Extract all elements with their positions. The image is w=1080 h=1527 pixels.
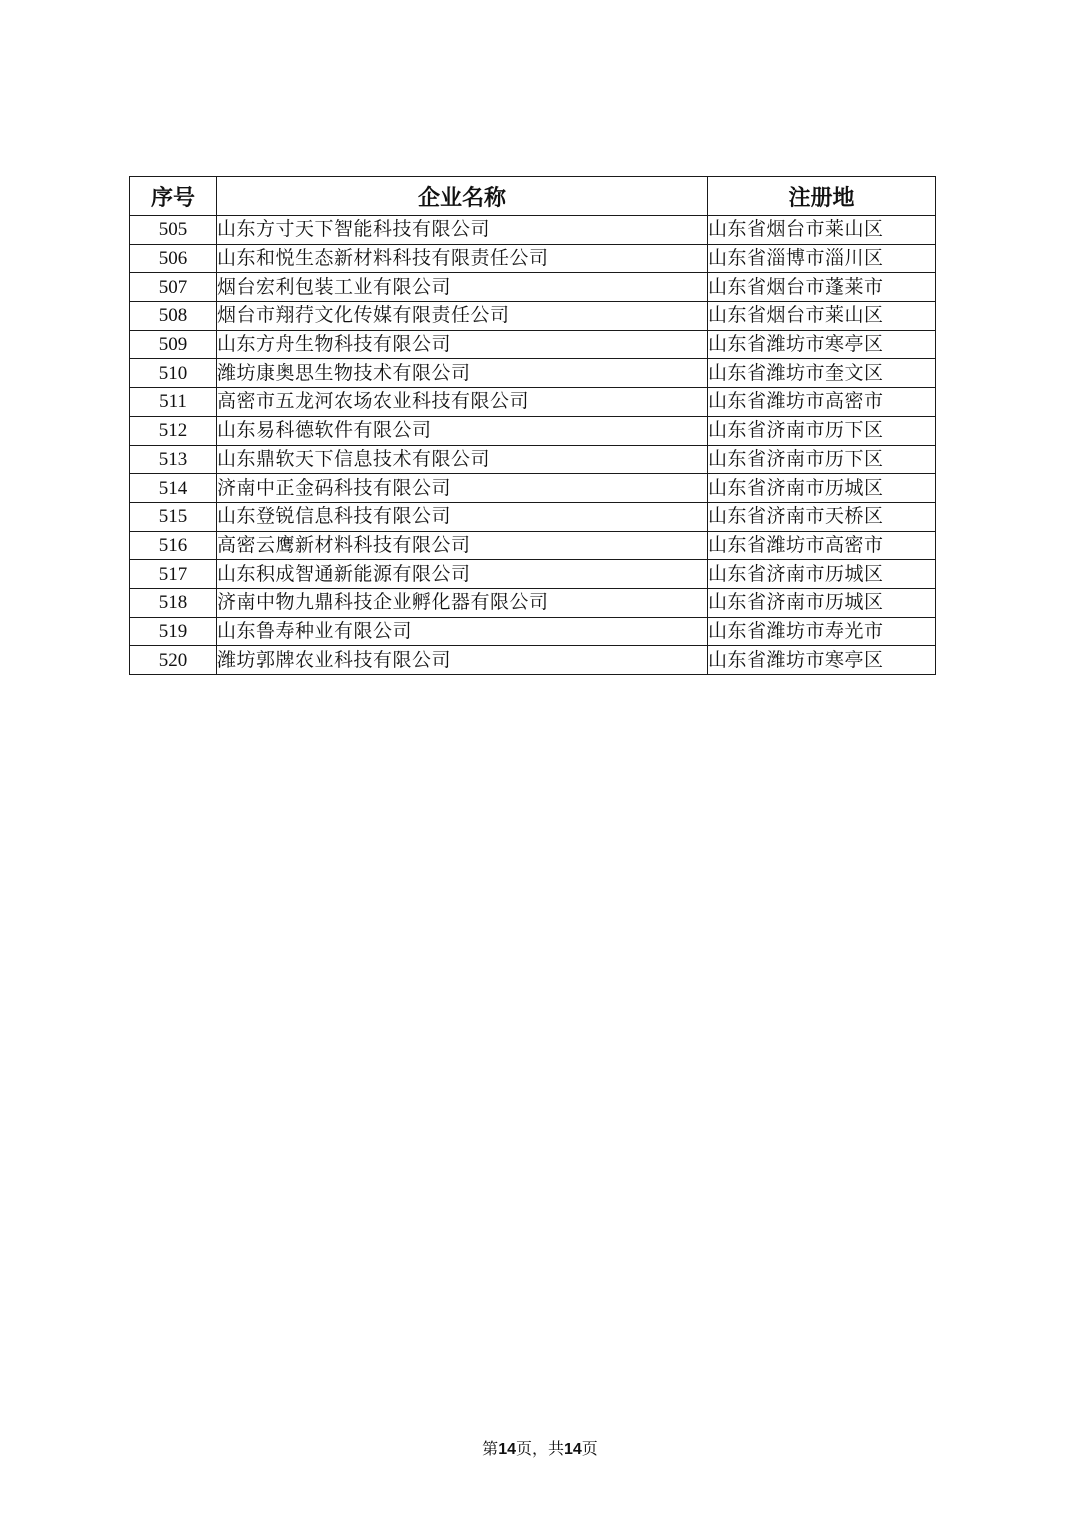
row-company-name: 济南中物九鼎科技企业孵化器有限公司	[217, 588, 708, 617]
table-row	[130, 474, 936, 503]
row-number: 507	[130, 273, 217, 302]
row-registered-location: 山东省潍坊市寒亭区	[708, 646, 936, 675]
row-number: 511	[130, 388, 217, 417]
table-row	[130, 244, 936, 273]
row-number: 515	[130, 502, 217, 531]
table-row	[130, 646, 936, 675]
row-registered-location: 山东省济南市历城区	[708, 588, 936, 617]
page-footer	[0, 1436, 1080, 1459]
row-registered-location: 山东省烟台市莱山区	[708, 302, 936, 331]
row-number: 509	[130, 330, 217, 359]
row-company-name: 山东鼎软天下信息技术有限公司	[217, 445, 708, 474]
table-row	[130, 216, 936, 245]
row-company-name: 山东积成智通新能源有限公司	[217, 560, 708, 589]
header-company-name: 企业名称	[217, 177, 708, 216]
table-row	[130, 273, 936, 302]
enterprise-table	[129, 176, 936, 675]
row-registered-location: 山东省烟台市莱山区	[708, 216, 936, 245]
footer-total-pages: 14	[564, 1441, 582, 1458]
row-number: 510	[130, 359, 217, 388]
row-registered-location: 山东省潍坊市寿光市	[708, 617, 936, 646]
row-company-name: 山东登锐信息科技有限公司	[217, 502, 708, 531]
table-row	[130, 560, 936, 589]
row-number: 520	[130, 646, 217, 675]
header-registered-location: 注册地	[708, 177, 936, 216]
row-registered-location: 山东省淄博市淄川区	[708, 244, 936, 273]
row-registered-location: 山东省潍坊市高密市	[708, 531, 936, 560]
row-number: 513	[130, 445, 217, 474]
row-company-name: 山东易科德软件有限公司	[217, 416, 708, 445]
table-row	[130, 388, 936, 417]
table-row	[130, 416, 936, 445]
header-number: 序号	[130, 177, 217, 216]
row-company-name: 潍坊康奥思生物技术有限公司	[217, 359, 708, 388]
row-company-name: 潍坊郭牌农业科技有限公司	[217, 646, 708, 675]
row-company-name: 山东方舟生物科技有限公司	[217, 330, 708, 359]
table-row	[130, 359, 936, 388]
row-number: 519	[130, 617, 217, 646]
row-registered-location: 山东省济南市天桥区	[708, 502, 936, 531]
row-company-name: 高密市五龙河农场农业科技有限公司	[217, 388, 708, 417]
row-registered-location: 山东省济南市历下区	[708, 416, 936, 445]
row-company-name: 高密云鹰新材料科技有限公司	[217, 531, 708, 560]
row-registered-location: 山东省济南市历下区	[708, 445, 936, 474]
row-registered-location: 山东省烟台市蓬莱市	[708, 273, 936, 302]
row-number: 505	[130, 216, 217, 245]
table-row	[130, 617, 936, 646]
table-row	[130, 330, 936, 359]
row-number: 517	[130, 560, 217, 589]
row-number: 506	[130, 244, 217, 273]
table-row	[130, 302, 936, 331]
footer-suffix: 页	[581, 1439, 598, 1458]
row-registered-location: 山东省潍坊市寒亭区	[708, 330, 936, 359]
row-registered-location: 山东省济南市历城区	[708, 474, 936, 503]
row-number: 512	[130, 416, 217, 445]
table-row	[130, 445, 936, 474]
row-company-name: 山东和悦生态新材料科技有限责任公司	[217, 244, 708, 273]
row-company-name: 济南中正金码科技有限公司	[217, 474, 708, 503]
footer-current-page: 14	[498, 1441, 516, 1458]
row-company-name: 烟台市翔荇文化传媒有限责任公司	[217, 302, 708, 331]
row-registered-location: 山东省潍坊市高密市	[708, 388, 936, 417]
row-company-name: 山东鲁寿种业有限公司	[217, 617, 708, 646]
row-company-name: 山东方寸天下智能科技有限公司	[217, 216, 708, 245]
table-row	[130, 531, 936, 560]
row-number: 514	[130, 474, 217, 503]
table-row	[130, 588, 936, 617]
row-company-name: 烟台宏利包装工业有限公司	[217, 273, 708, 302]
table-row	[130, 502, 936, 531]
footer-prefix: 第	[482, 1439, 499, 1458]
table-header-row	[130, 177, 936, 216]
footer-middle: 页，共	[515, 1439, 564, 1458]
row-registered-location: 山东省潍坊市奎文区	[708, 359, 936, 388]
row-number: 518	[130, 588, 217, 617]
row-registered-location: 山东省济南市历城区	[708, 560, 936, 589]
row-number: 516	[130, 531, 217, 560]
row-number: 508	[130, 302, 217, 331]
